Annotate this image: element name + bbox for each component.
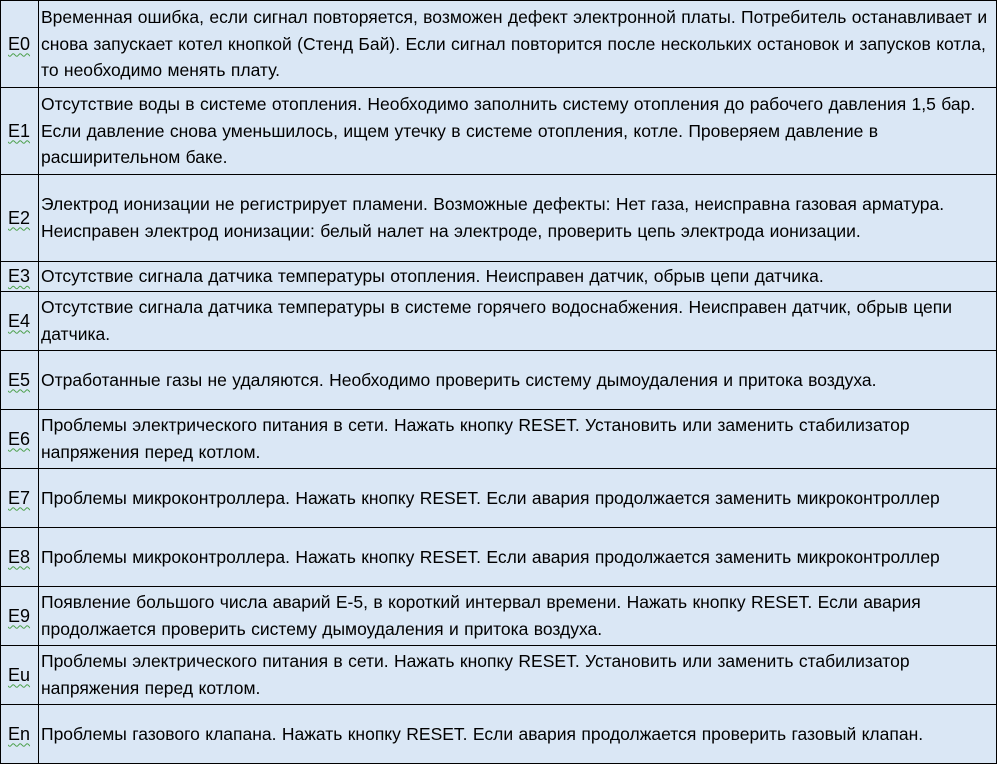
error-code: E7 xyxy=(7,487,31,508)
error-description: Электрод ионизации не регистрирует пламени. Возможные дефекты: Нет газа, неисправна газовая арматура. Неисправен электрод ионизации: белый налет на электроде, проверить цепь электрода ионизации. xyxy=(39,175,997,262)
error-code-cell xyxy=(1,646,39,705)
table-row xyxy=(1,587,997,646)
table-row xyxy=(1,646,997,705)
error-code: E0 xyxy=(7,33,31,54)
error-description: Проблемы электрического питания в сети. Нажать кнопку RESET. Установить или заменить стабилизатор напряжения перед котлом. xyxy=(39,646,997,705)
error-code-cell xyxy=(1,262,39,292)
table-row xyxy=(1,410,997,469)
error-code: E3 xyxy=(7,266,31,287)
error-description: Проблемы микроконтроллера. Нажать кнопку RESET. Если авария продолжается заменить микроконтроллер xyxy=(39,469,997,528)
error-description: Отсутствие сигнала датчика температуры отопления. Неисправен датчик, обрыв цепи датчика. xyxy=(39,262,997,292)
error-description: Временная ошибка, если сигнал повторяется, возможен дефект электронной платы. Потребитель останавливает и снова запускает котел кнопкой (Стенд Бай). Если сигнал повторится после нескольких остановок и запусков котла, то необходимо менять плату. xyxy=(39,1,997,88)
error-code-cell xyxy=(1,88,39,175)
error-code-cell xyxy=(1,351,39,410)
error-code-cell xyxy=(1,175,39,262)
error-code: E6 xyxy=(7,428,31,449)
error-code-cell xyxy=(1,410,39,469)
error-code-cell xyxy=(1,1,39,88)
table-row xyxy=(1,705,997,764)
table-row xyxy=(1,292,997,351)
error-code: E9 xyxy=(7,605,31,626)
table-row xyxy=(1,262,997,292)
error-code: E2 xyxy=(7,207,31,228)
table-row xyxy=(1,1,997,88)
error-description: Проблемы электрического питания в сети. Нажать кнопку RESET. Установить или заменить стабилизатор напряжения перед котлом. xyxy=(39,410,997,469)
error-code: E1 xyxy=(7,120,31,141)
error-code: En xyxy=(7,723,31,744)
error-code: E4 xyxy=(7,310,31,331)
error-description: Отсутствие сигнала датчика температуры в системе горячего водоснабжения. Неисправен датчик, обрыв цепи датчика. xyxy=(39,292,997,351)
error-description: Отработанные газы не удаляются. Необходимо проверить систему дымоудаления и притока воздуха. xyxy=(39,351,997,410)
error-code: E5 xyxy=(7,369,31,390)
error-description: Появление большого числа аварий Е-5, в короткий интервал времени. Нажать кнопку RESET. Если авария продолжается проверить систему дымоудаления и притока воздуха. xyxy=(39,587,997,646)
error-code-cell xyxy=(1,292,39,351)
table-row xyxy=(1,175,997,262)
error-description: Проблемы газового клапана. Нажать кнопку RESET. Если авария продолжается проверить газовый клапан. xyxy=(39,705,997,764)
error-code-cell xyxy=(1,705,39,764)
error-description: Отсутствие воды в системе отопления. Необходимо заполнить систему отопления до рабочего давления 1,5 бар. Если давление снова уменьшилось, ищем утечку в системе отопления, котле. Проверяем давление в расширительном баке. xyxy=(39,88,997,175)
error-code-cell xyxy=(1,587,39,646)
error-description: Проблемы микроконтроллера. Нажать кнопку RESET. Если авария продолжается заменить микроконтроллер xyxy=(39,528,997,587)
table-row xyxy=(1,88,997,175)
table-row xyxy=(1,528,997,587)
table-row xyxy=(1,351,997,410)
error-code: E8 xyxy=(7,546,31,567)
error-code-cell xyxy=(1,528,39,587)
table-row xyxy=(1,469,997,528)
error-code: Eu xyxy=(7,664,31,685)
error-code-cell xyxy=(1,469,39,528)
